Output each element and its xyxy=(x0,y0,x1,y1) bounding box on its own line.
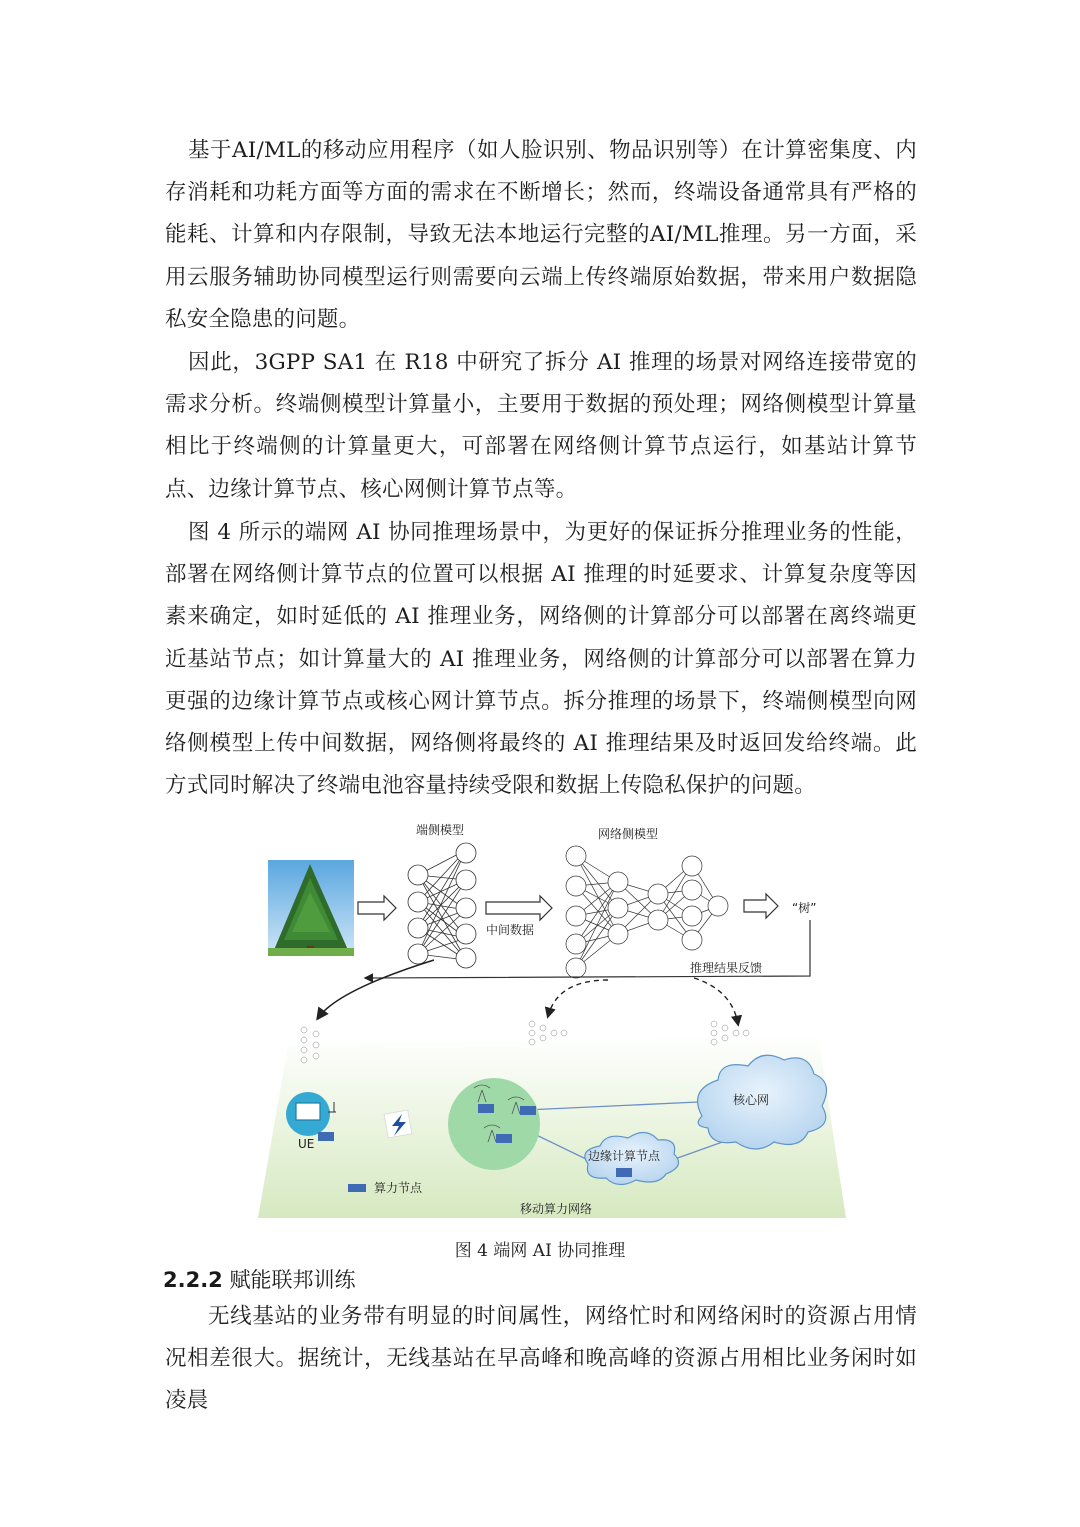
section-number: 2.2.2 xyxy=(163,1268,223,1292)
mobile-network-label: 移动算力网络 xyxy=(520,1202,593,1216)
paragraph-3gpp-sa1: 因此，3GPP SA1 在 R18 中研究了拆分 AI 推理的场景对网络连接带宽的需求分析。终端侧模型计算量小，主要用于数据的预处理；网络侧模型计算量相比于终端侧的计算量更大，可部署在网络侧计算节点运行，如基站计算节点、边缘计算节点、核心网侧计算节点等。 xyxy=(165,350,917,502)
legend-compute-swatch xyxy=(348,1184,366,1192)
input-arrow xyxy=(358,896,396,920)
section-title: 赋能联邦训练 xyxy=(229,1268,356,1292)
base-station-node-cluster xyxy=(448,1078,540,1170)
paragraph-figure4-description: 图 4 所示的端网 AI 协同推理场景中，为更好的保证拆分推理业务的性能，部署在网络侧计算节点的位置可以根据 AI 推理的时延要求、计算复杂度等因素来确定，如时延低的 AI 推理业务，网络侧的计算部分可以部署在离终端更近基站节点；如计算量大的 AI 推理业务，网络侧的计算部分可以部署在算力更强的边缘计算节点或核心网计算节点。拆分推理的场景下，终端侧模型向网络侧模型上传中间数据，网络侧将最终的 AI 推理结果及时返回发给终端。此方式同时解决了终端电池容量持续受限和数据上传隐私保护的问题。 xyxy=(165,520,917,799)
tree-image xyxy=(268,860,354,956)
core-network-label: 核心网 xyxy=(733,1093,770,1107)
edge-node-label: 边缘计算节点 xyxy=(588,1149,661,1163)
output-arrow xyxy=(744,894,778,918)
paragraph-federated-training: 无线基站的业务带有明显的时间属性，网络忙时和网络闲时的资源占用情况相差很大。据统计，无线基站在早高峰和晚高峰的资源占用相比业务闲时如凌晨 xyxy=(165,1304,917,1414)
edge-deploy-arrow xyxy=(694,978,738,1024)
base-station-deploy-arrow xyxy=(548,980,608,1016)
wireless-link-icon xyxy=(384,1110,412,1138)
figure-4-diagram xyxy=(258,820,850,1222)
intermediate-data-label: 中间数据 xyxy=(486,923,535,937)
ue-compute-node xyxy=(318,1132,334,1141)
terminal-deploy-arrow xyxy=(318,960,434,1018)
terminal-side-neural-network xyxy=(408,843,476,968)
intermediate-data-arrow xyxy=(486,896,552,920)
feedback-label: 推理结果反馈 xyxy=(690,961,763,975)
network-model-label: 网络侧模型 xyxy=(598,827,659,841)
ue-label: UE xyxy=(298,1137,315,1151)
output-label: “树” xyxy=(792,901,817,915)
legend-compute-label: 算力节点 xyxy=(374,1181,423,1195)
figure-caption: 图 4 端网 AI 协同推理 xyxy=(454,1241,626,1261)
paragraph-ai-ml-demand: 基于AI/ML的移动应用程序（如人脸识别、物品识别等）在计算密集度、内存消耗和功耗方面等方面的需求在不断增长；然而，终端设备通常具有严格的能耗、计算和内存限制，导致无法本地运行完整的AI/ML推理。另一方面，采用云服务辅助协同模型运行则需要向云端上传终端原始数据，带来用户数据隐私安全隐患的问题。 xyxy=(165,138,917,332)
terminal-model-label: 端侧模型 xyxy=(416,823,465,837)
network-side-neural-network xyxy=(566,846,728,978)
section-heading xyxy=(163,1264,355,1294)
